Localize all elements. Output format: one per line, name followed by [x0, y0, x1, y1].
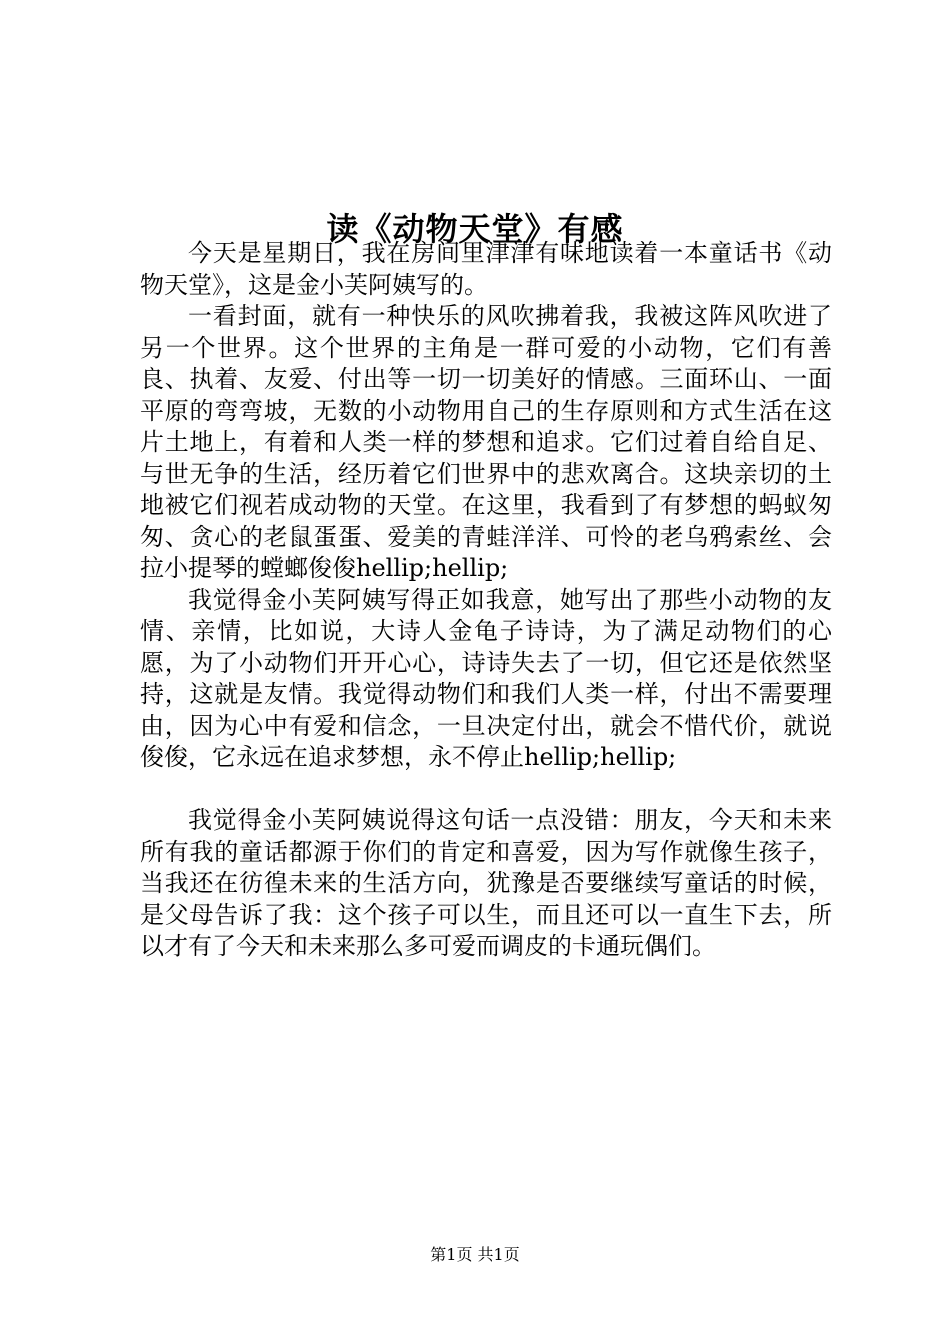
paragraph-3: 我觉得金小芙阿姨写得正如我意，她写出了那些小动物的友情、亲情，比如说，大诗人金龟子诗诗，为了满足动物们的心愿，为了小动物们开开心心，诗诗失去了一切，但它还是依然坚持，这就是友情。我觉得动物们和我们人类一样，付出不需要理由，因为心中有爱和信念，一旦决定付出，就会不惜代价，就说俊俊，它永远在追求梦想，永不停止hellip;hellip;: [140, 585, 832, 771]
page-footer: 第1页 共1页: [430, 1245, 520, 1264]
page-title: 读《动物天堂》有感: [326, 210, 624, 249]
document-body: [140, 238, 832, 963]
paragraph-1: 今天是星期日，我在房间里津津有味地读着一本童话书《动物天堂》，这是金小芙阿姨写的。: [140, 239, 832, 299]
paragraph-2: 一看封面，就有一种快乐的风吹拂着我，我被这阵风吹进了另一个世界。这个世界的主角是一群可爱的小动物，它们有善良、执着、友爱、付出等一切一切美好的情感。三面环山、一面平原的弯弯坡，无数的小动物用自己的生存原则和方式生活在这片土地上，有着和人类一样的梦想和追求。它们过着自给自足、与世无争的生活，经历着它们世界中的悲欢离合。这块亲切的土地被它们视若成动物的天堂。在这里，我看到了有梦想的蚂蚁匆匆、贪心的老鼠蛋蛋、爱美的青蛙洋洋、可怜的老乌鸦索丝、会拉小提琴的螳螂俊俊hellip;hellip;: [140, 302, 832, 582]
paragraph-4: 我觉得金小芙阿姨说得这句话一点没错：朋友，今天和未来所有我的童话都源于你们的肯定和喜爱，因为写作就像生孩子，当我还在彷徨未来的生活方向，犹豫是否要继续写童话的时候，是父母告诉了我：这个孩子可以生，而且还可以一直生下去，所以才有了今天和未来那么多可爱而调皮的卡通玩偶们。: [140, 806, 832, 960]
